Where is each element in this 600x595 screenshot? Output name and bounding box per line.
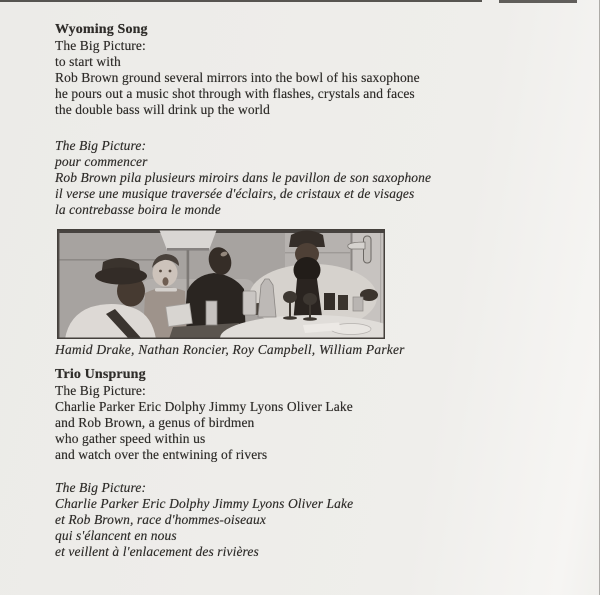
poem-line: et veillent à l'enlacement des rivières — [55, 544, 259, 559]
wyoming-english-stanza — [55, 38, 420, 118]
poem-line: The Big Picture: — [55, 138, 147, 153]
photo-pitcher — [243, 291, 256, 315]
poem-line: Charlie Parker Eric Dolphy Jimmy Lyons Oliver Lake — [55, 496, 354, 511]
scan-edge-top-right — [499, 0, 577, 3]
poem-line: et Rob Brown, race d'hommes-oiseaux — [55, 512, 266, 527]
poem-line: and Rob Brown, a genus of birdmen — [55, 415, 255, 430]
song-title-wyoming: Wyoming Song — [55, 22, 148, 37]
trio-french-stanza — [55, 480, 353, 560]
poem-line: qui s'élancent en nous — [55, 528, 177, 543]
poem-line: he pours out a music shot through with flashes, crystals and faces — [55, 86, 415, 101]
poem-line: and watch over the entwining of rivers — [55, 447, 268, 462]
band-photo-image — [57, 229, 385, 339]
poem-line: il verse une musique traversée d'éclairs, de cristaux et de visages — [55, 186, 415, 201]
photo-caption: Hamid Drake, Nathan Roncier, Roy Campbell, William Parker — [55, 342, 405, 357]
trio-english-stanza — [55, 383, 353, 463]
photo-tumbler — [338, 295, 348, 310]
song-title-trio: Trio Unsprung — [55, 367, 146, 382]
band-photo — [57, 229, 385, 339]
poem-line: Rob Brown pila plusieurs miroirs dans le pavillon de son saxophone — [55, 170, 432, 185]
poem-line: the double bass will drink up the world — [55, 102, 270, 117]
photo-glass — [353, 297, 363, 311]
poem-line: The Big Picture: — [55, 383, 146, 398]
poem-line: who gather speed within us — [55, 431, 206, 446]
poem-line: The Big Picture: — [55, 38, 146, 53]
poem-line: Charlie Parker Eric Dolphy Jimmy Lyons Oliver Lake — [55, 399, 353, 414]
photo-tumbler — [324, 293, 335, 310]
poem-line: The Big Picture: — [55, 480, 147, 495]
poem-line: to start with — [55, 54, 121, 69]
scan-edge-top — [0, 0, 482, 2]
poem-line: pour commencer — [55, 154, 148, 169]
poem-line: la contrebasse boira le monde — [55, 202, 221, 217]
wyoming-french-stanza — [55, 138, 431, 218]
poem-line: Rob Brown ground several mirrors into the bowl of his saxophone — [55, 70, 420, 85]
